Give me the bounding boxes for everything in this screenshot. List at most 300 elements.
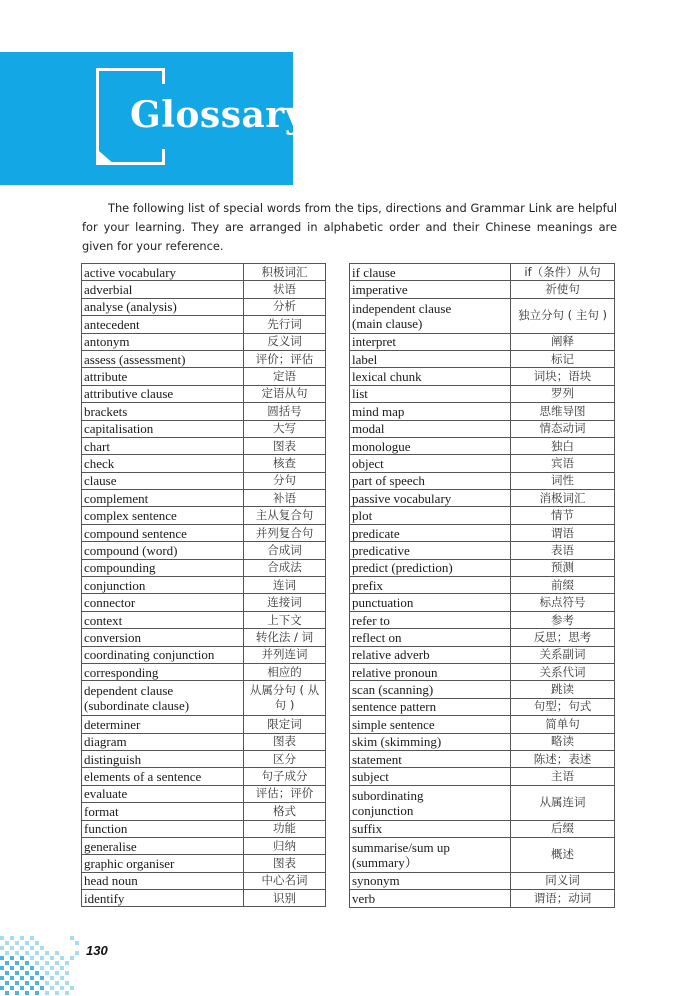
term-chinese: 思维导图 [511, 403, 615, 420]
term-chinese: 积极词汇 [244, 264, 326, 281]
glossary-row [82, 733, 326, 750]
dot [20, 986, 24, 990]
dot [25, 981, 29, 985]
glossary-row [82, 316, 326, 333]
glossary-row [350, 664, 615, 681]
term-text: corresponding [84, 664, 159, 680]
dot [70, 936, 74, 940]
glossary-row [350, 420, 615, 437]
dot [45, 961, 49, 965]
intro-paragraph [82, 199, 617, 256]
dot [10, 966, 14, 970]
glossary-row [82, 420, 326, 437]
glossary-row [350, 472, 615, 489]
term-chinese: 反思；思考 [511, 629, 615, 646]
term-english [350, 385, 511, 402]
glossary-row [82, 594, 326, 611]
term-text: synonym [352, 873, 400, 889]
glossary-row [350, 820, 615, 837]
glossary-row [350, 698, 615, 715]
dot [30, 946, 34, 950]
term-chinese: 词性 [511, 472, 615, 489]
dot [50, 956, 54, 960]
term-chinese: 评价；评估 [244, 350, 326, 367]
term-english [82, 524, 244, 541]
dot [25, 941, 29, 945]
dot [75, 941, 79, 945]
glossary-row [82, 542, 326, 559]
dot [40, 946, 44, 950]
term-english [350, 264, 511, 281]
dot [65, 991, 69, 995]
dot [35, 991, 39, 995]
term-text: elements of a sentence [84, 769, 202, 785]
intro-text: The following list of special words from the tips, directions and Grammar Link are helpful for your learning. They are arranged in alphabetic order and their Chinese meanings are given for your reference. [82, 201, 617, 253]
glossary-row [82, 524, 326, 541]
term-english [350, 716, 511, 733]
dot [40, 956, 44, 960]
term-chinese: 表语 [511, 542, 615, 559]
glossary-row [350, 350, 615, 367]
dot [45, 951, 49, 955]
term-chinese: 简单句 [511, 716, 615, 733]
glossary-row [350, 629, 615, 646]
term-chinese: 限定词 [244, 716, 326, 733]
term-english [350, 594, 511, 611]
dot [20, 956, 24, 960]
term-chinese: 关系副词 [511, 646, 615, 663]
term-english [350, 420, 511, 437]
term-text: relative adverb [352, 647, 430, 663]
term-chinese: 圆括号 [244, 403, 326, 420]
term-text: prefix [352, 577, 384, 593]
term-english [82, 785, 244, 802]
dot [0, 946, 4, 950]
dot [65, 971, 69, 975]
term-text: compounding [84, 560, 156, 576]
term-chinese: 后缀 [511, 820, 615, 837]
term-text: check [84, 455, 115, 471]
glossary-row [82, 403, 326, 420]
term-english [350, 820, 511, 837]
dot [55, 971, 59, 975]
term-text: identify [84, 890, 125, 906]
term-text: refer to [352, 612, 390, 628]
glossary-row [350, 333, 615, 350]
term-text: determiner [84, 716, 141, 732]
term-text: active vocabulary [84, 264, 177, 280]
term-text: predicative [352, 542, 410, 558]
term-chinese: 分句 [244, 472, 326, 489]
dot [30, 966, 34, 970]
dot [20, 936, 24, 940]
dot [30, 986, 34, 990]
term-text: format [84, 803, 119, 819]
term-english [350, 681, 511, 698]
term-english [350, 768, 511, 785]
term-english [350, 542, 511, 559]
glossary-row [350, 733, 615, 750]
term-chinese: 图表 [244, 733, 326, 750]
term-text: analyse (analysis) [84, 299, 177, 315]
term-chinese: 归纳 [244, 837, 326, 854]
term-text: imperative [352, 282, 408, 298]
dot [30, 976, 34, 980]
term-english [82, 281, 244, 298]
term-english [350, 281, 511, 298]
term-chinese: 词块；语块 [511, 368, 615, 385]
term-english [82, 264, 244, 281]
term-chinese: 罗列 [511, 385, 615, 402]
dot-pattern-decoration [0, 936, 80, 996]
glossary-row [82, 333, 326, 350]
term-chinese: 转化法 / 词 [244, 629, 326, 646]
term-english [350, 629, 511, 646]
dot [25, 961, 29, 965]
term-chinese: 参考 [511, 611, 615, 628]
dot [45, 991, 49, 995]
term-english [82, 837, 244, 854]
glossary-row [82, 368, 326, 385]
glossary-row [82, 890, 326, 907]
term-chinese: 跳读 [511, 681, 615, 698]
glossary-row [350, 298, 615, 333]
glossary-row [82, 611, 326, 628]
term-english [82, 368, 244, 385]
glossary-row [82, 681, 326, 716]
dot [0, 966, 4, 970]
term-chinese: 上下文 [244, 611, 326, 628]
term-text: antonym [84, 334, 130, 350]
glossary-row [350, 542, 615, 559]
term-chinese: 情态动词 [511, 420, 615, 437]
term-english [82, 455, 244, 472]
glossary-row [82, 663, 326, 680]
term-chinese: 相应的 [244, 663, 326, 680]
dot [25, 991, 29, 995]
dot [10, 986, 14, 990]
term-chinese: 格式 [244, 803, 326, 820]
term-english [350, 698, 511, 715]
term-english [82, 646, 244, 663]
dot [30, 956, 34, 960]
dot [15, 991, 19, 995]
glossary-table-right [349, 263, 615, 908]
glossary-row [82, 646, 326, 663]
term-text: object [352, 456, 384, 471]
glossary-row [82, 855, 326, 872]
term-english [350, 559, 511, 576]
glossary-row [82, 820, 326, 837]
title-banner [0, 52, 307, 185]
glossary-row [82, 507, 326, 524]
term-text: list [352, 386, 368, 402]
term-chinese: 标点符号 [511, 594, 615, 611]
term-english [350, 872, 511, 889]
glossary-row [82, 559, 326, 576]
dot [30, 936, 34, 940]
term-chinese: 中心名词 [244, 872, 326, 889]
dot [35, 971, 39, 975]
term-text: evaluate [84, 786, 128, 802]
dot [0, 936, 4, 940]
dot [5, 941, 9, 945]
glossary-row [82, 629, 326, 646]
dot [15, 981, 19, 985]
page-number: 130 [86, 943, 108, 958]
glossary-row [350, 559, 615, 576]
term-english [350, 837, 511, 872]
term-chinese: 并列复合句 [244, 524, 326, 541]
term-chinese: 略读 [511, 733, 615, 750]
term-text: clause [84, 473, 117, 489]
term-chinese: 图表 [244, 437, 326, 454]
dot [75, 951, 79, 955]
term-english [82, 333, 244, 350]
term-english [82, 768, 244, 785]
term-english [82, 472, 244, 489]
glossary-row [350, 785, 615, 820]
term-text: adverbial [84, 282, 133, 298]
term-chinese: 前缀 [511, 577, 615, 594]
glossary-row [350, 490, 615, 507]
dot [15, 951, 19, 955]
term-english [350, 646, 511, 663]
glossary-table-left [81, 263, 326, 907]
term-text: coordinating conjunction [84, 647, 215, 663]
term-chinese: 功能 [244, 820, 326, 837]
term-chinese: 定语 [244, 368, 326, 385]
term-english [82, 559, 244, 576]
glossary-row [82, 298, 326, 315]
dot [40, 986, 44, 990]
term-english [82, 385, 244, 402]
term-text: capitalisation [84, 421, 154, 437]
glossary-row [82, 803, 326, 820]
term-chinese: 独白 [511, 437, 615, 454]
term-english [350, 403, 511, 420]
term-text: complement [84, 490, 149, 506]
dot [70, 956, 74, 960]
glossary-row [82, 716, 326, 733]
term-chinese: 状语 [244, 281, 326, 298]
dot [20, 966, 24, 970]
dot [10, 976, 14, 980]
term-chinese: 分析 [244, 298, 326, 315]
term-english [82, 490, 244, 507]
term-text: sentence pattern [352, 699, 437, 715]
dot [5, 981, 9, 985]
term-chinese: 主语 [511, 768, 615, 785]
dot [5, 971, 9, 975]
dot [15, 961, 19, 965]
dot [40, 976, 44, 980]
term-text: scan (scanning) [352, 682, 434, 698]
term-chinese: 区分 [244, 750, 326, 767]
term-english [350, 298, 511, 333]
term-text: lexical chunk [352, 369, 422, 385]
term-text: subject [352, 769, 389, 785]
term-text: head noun [84, 873, 138, 889]
term-text: distinguish [84, 751, 142, 767]
dot [40, 966, 44, 970]
term-english [350, 664, 511, 681]
term-english [82, 611, 244, 628]
term-chinese: 祈使句 [511, 281, 615, 298]
dot [45, 981, 49, 985]
term-text-line2: (subordinate clause) [84, 698, 190, 714]
term-english [82, 577, 244, 594]
dot [10, 936, 14, 940]
glossary-row [350, 507, 615, 524]
term-english [82, 803, 244, 820]
term-text: brackets [84, 403, 128, 419]
term-text: function [84, 821, 128, 837]
term-english [350, 733, 511, 750]
term-english [350, 750, 511, 767]
term-chinese: 情节 [511, 507, 615, 524]
glossary-row [350, 837, 615, 872]
term-text: attribute [84, 369, 128, 385]
glossary-row [82, 768, 326, 785]
dot [55, 951, 59, 955]
term-english [82, 542, 244, 559]
term-english [82, 437, 244, 454]
term-english [82, 403, 244, 420]
term-english [350, 524, 511, 541]
term-english [350, 507, 511, 524]
glossary-row [350, 716, 615, 733]
term-chinese: 图表 [244, 855, 326, 872]
glossary-row [82, 455, 326, 472]
dot [55, 991, 59, 995]
term-chinese: 标记 [511, 350, 615, 367]
term-text: relative pronoun [352, 664, 438, 680]
glossary-row [82, 577, 326, 594]
term-english [82, 420, 244, 437]
term-english [350, 333, 511, 350]
term-chinese: 宾语 [511, 455, 615, 472]
term-english [82, 872, 244, 889]
term-chinese: if（条件）从句 [511, 264, 615, 281]
term-chinese: 识别 [244, 890, 326, 907]
term-text: assess (assessment) [84, 351, 186, 367]
term-english [82, 350, 244, 367]
term-text: suffix [352, 821, 383, 837]
term-text: diagram [84, 734, 127, 750]
dot [60, 956, 64, 960]
term-text: generalise [84, 838, 137, 854]
term-chinese: 合成法 [244, 559, 326, 576]
glossary-row [350, 524, 615, 541]
term-chinese: 消极词汇 [511, 490, 615, 507]
term-chinese: 概述 [511, 837, 615, 872]
dot [50, 976, 54, 980]
glossary-row [82, 437, 326, 454]
term-text-line2: (summary） [352, 854, 418, 870]
dot [60, 986, 64, 990]
dot [50, 966, 54, 970]
dot [25, 971, 29, 975]
term-chinese: 预测 [511, 559, 615, 576]
glossary-row [82, 490, 326, 507]
glossary-row [350, 368, 615, 385]
term-text: statement [352, 751, 402, 767]
glossary-row [82, 837, 326, 854]
term-text: antecedent [84, 316, 140, 332]
term-english [82, 298, 244, 315]
dot [15, 941, 19, 945]
term-chinese: 合成词 [244, 542, 326, 559]
glossary-row [82, 472, 326, 489]
dot [65, 981, 69, 985]
term-english [350, 611, 511, 628]
term-chinese: 同义词 [511, 872, 615, 889]
term-text: connector [84, 595, 136, 611]
term-chinese: 连接词 [244, 594, 326, 611]
dot [35, 961, 39, 965]
term-english [82, 316, 244, 333]
glossary-row [350, 403, 615, 420]
dot [10, 956, 14, 960]
glossary-row [350, 437, 615, 454]
term-text: simple sentence [352, 716, 435, 732]
term-text: subordinating [352, 787, 424, 803]
term-chinese: 谓语 [511, 524, 615, 541]
dot [0, 976, 4, 980]
term-text: compound (word) [84, 542, 178, 558]
dot [45, 971, 49, 975]
glossary-row [82, 281, 326, 298]
term-english [82, 663, 244, 680]
term-english [350, 455, 511, 472]
term-chinese: 独立分句 ( 主句 ) [511, 298, 615, 333]
term-text: graphic organiser [84, 855, 175, 871]
term-text: punctuation [352, 595, 414, 611]
dot [35, 981, 39, 985]
term-text: interpret [352, 334, 397, 350]
dot [60, 976, 64, 980]
term-chinese: 大写 [244, 420, 326, 437]
term-english [350, 368, 511, 385]
term-text: complex sentence [84, 508, 177, 524]
glossary-row [350, 264, 615, 281]
term-chinese: 谓语；动词 [511, 890, 615, 907]
glossary-row [350, 455, 615, 472]
term-chinese: 陈述；表述 [511, 750, 615, 767]
dot [5, 991, 9, 995]
term-text: plot [352, 508, 373, 524]
term-english [82, 507, 244, 524]
dot [70, 986, 74, 990]
term-english [350, 490, 511, 507]
term-english [82, 629, 244, 646]
term-text: chart [84, 438, 110, 454]
term-chinese: 评估；评价 [244, 785, 326, 802]
term-text: reflect on [352, 629, 402, 645]
glossary-row [350, 646, 615, 663]
term-text: independent clause [352, 300, 452, 316]
term-text: conjunction [84, 577, 146, 593]
term-text: if clause [352, 264, 396, 280]
term-text: modal [352, 421, 385, 437]
glossary-row [82, 385, 326, 402]
dot [55, 961, 59, 965]
term-text-line2: conjunction [352, 802, 414, 818]
term-chinese: 并列连词 [244, 646, 326, 663]
dot [20, 946, 24, 950]
term-text: monologue [352, 438, 411, 454]
